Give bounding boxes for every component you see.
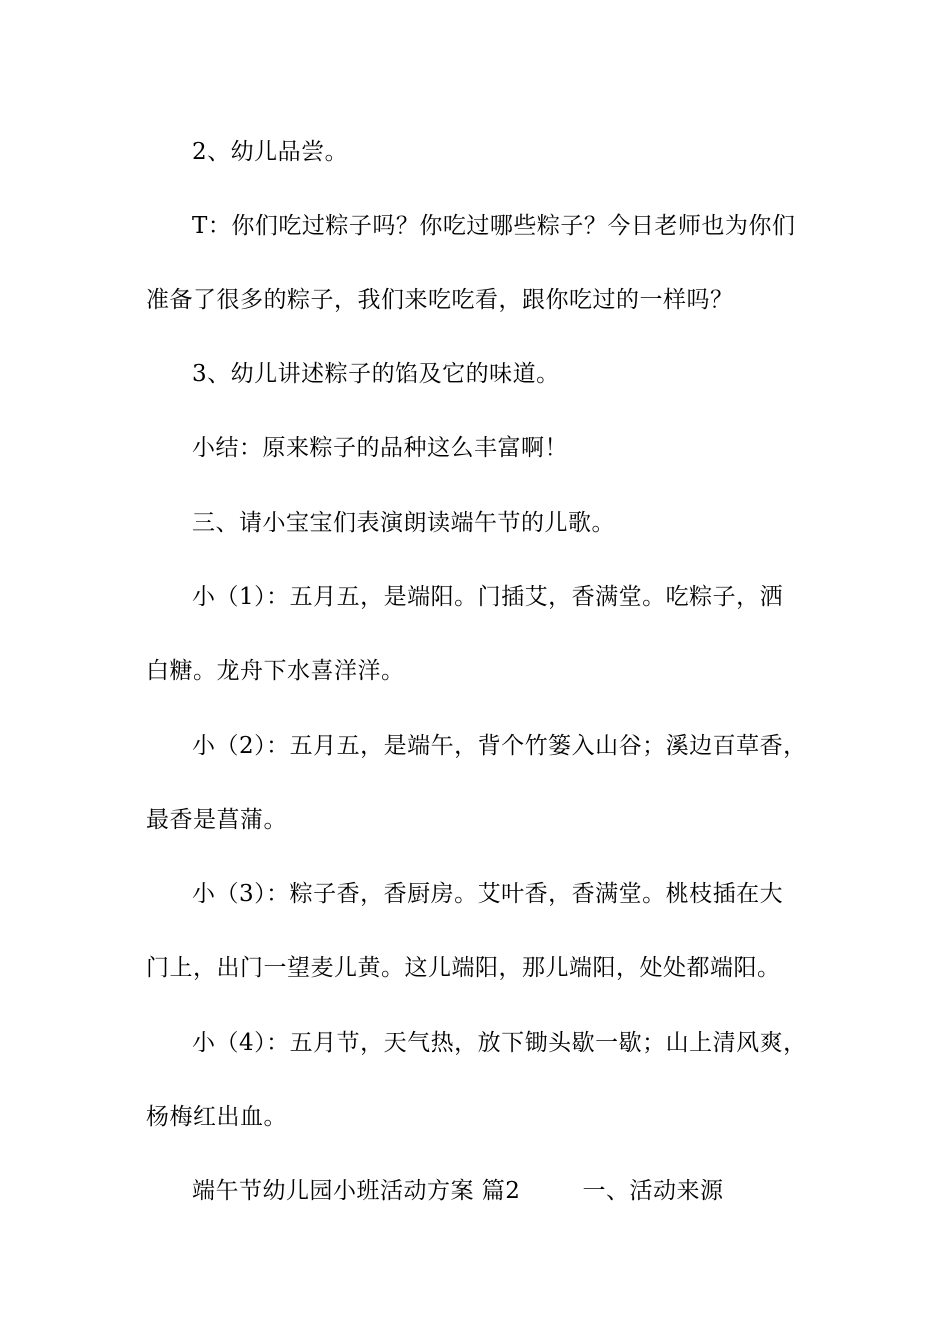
paragraph-line: 准备了很多的粽子，我们来吃吃看，跟你吃过的一样吗？: [146, 287, 734, 313]
paragraph-line: 三、请小宝宝们表演朗读端午节的儿歌。: [192, 510, 615, 536]
paragraph-line: 最香是菖蒲。: [146, 807, 287, 833]
paragraph-line: 2、幼儿品尝。: [192, 139, 349, 165]
paragraph-line: 小（4）：五月节，天气热，放下锄头歇一歇；山上清风爽，: [192, 1030, 807, 1056]
section-heading-line: [192, 1176, 723, 1206]
paragraph-line: 小（3）：粽子香，香厨房。艾叶香，香满堂。桃枝插在大: [192, 881, 784, 907]
paragraph-line: 门上，出门一望麦儿黄。这儿端阳，那儿端阳，处处都端阳。: [146, 955, 781, 981]
paragraph-line: T：你们吃过粽子吗？你吃过哪些粽子？今日老师也为你们: [192, 213, 796, 239]
plan-title: 端午节幼儿园小班活动方案 篇2: [192, 1178, 521, 1204]
paragraph-line: 杨梅红出血。: [146, 1104, 287, 1130]
section-title: 一、活动来源: [582, 1178, 724, 1204]
paragraph-line: 小（1）：五月五，是端阳。门插艾，香满堂。吃粽子，洒: [192, 584, 784, 610]
paragraph-line: 小结：原来粽子的品种这么丰富啊！: [192, 435, 568, 461]
paragraph-line: 3、幼儿讲述粽子的馅及它的味道。: [192, 361, 560, 387]
paragraph-line: 白糖。龙舟下水喜洋洋。: [146, 658, 405, 684]
paragraph-line: 小（2）：五月五，是端午，背个竹篓入山谷；溪边百草香，: [192, 733, 807, 759]
